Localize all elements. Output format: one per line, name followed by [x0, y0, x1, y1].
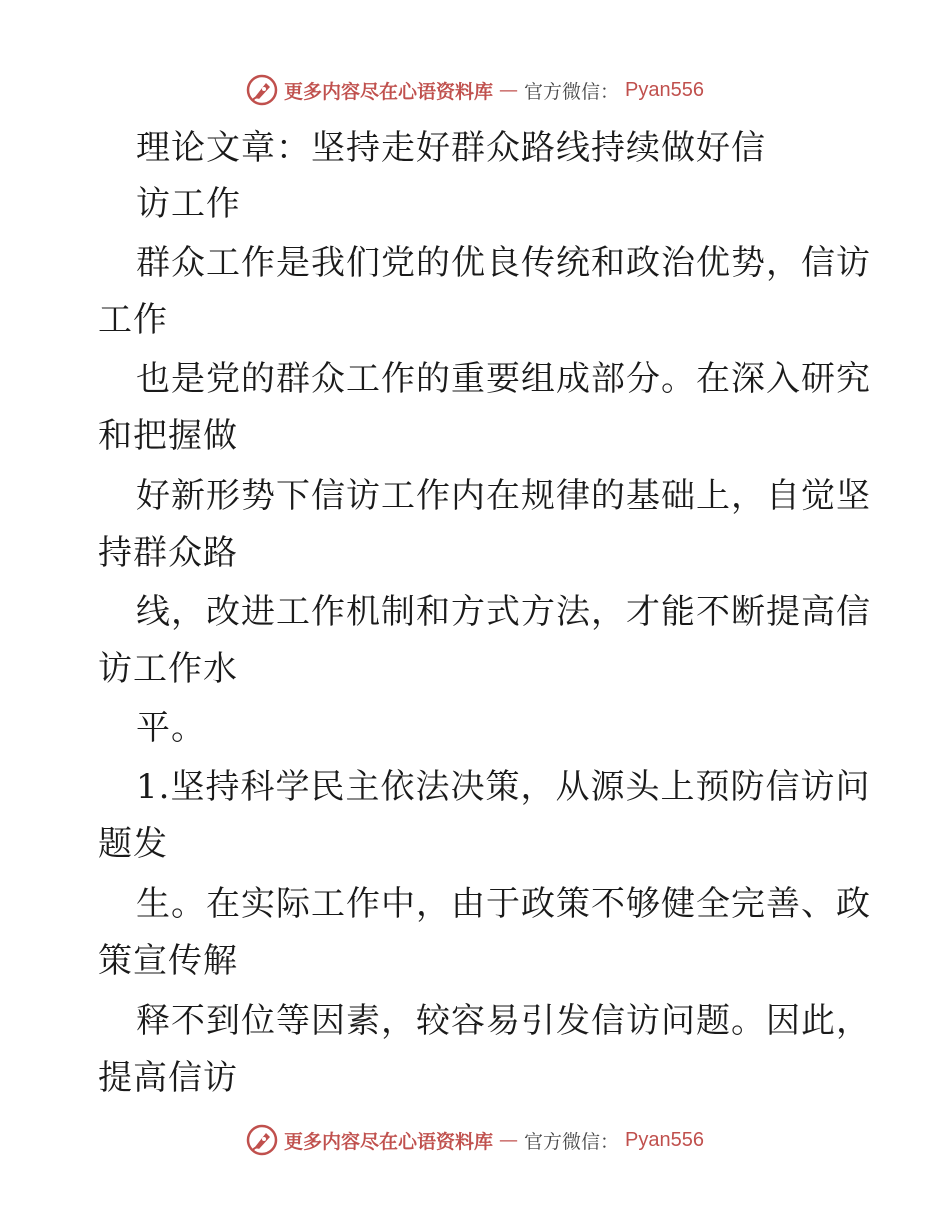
- watermark-separator: —: [499, 1129, 519, 1151]
- header-watermark: [0, 70, 950, 110]
- document-title-line-1: 理论文章：坚持走好群众路线持续做好信: [136, 128, 766, 168]
- text-line: 生。在实际工作中，由于政策不够健全完善、政: [136, 884, 871, 924]
- text-line: 1.坚持科学民主依法决策，从源头上预防信访问: [136, 767, 871, 807]
- text-line: 线，改进工作机制和方式方法，才能不断提高信: [136, 592, 871, 632]
- watermark-text: 更多内容尽在心语资料库: [284, 1130, 494, 1153]
- watermark-separator: —: [499, 79, 519, 101]
- text-line: 释不到位等因素，较容易引发信访问题。因此，: [136, 1001, 871, 1041]
- watermark-id: Pyan556: [625, 1128, 704, 1151]
- text-line: 提高信访: [98, 1058, 238, 1098]
- watermark-id: Pyan556: [625, 78, 704, 101]
- text-line: 工作: [98, 300, 168, 340]
- pen-nib-logo-icon: [246, 1124, 278, 1156]
- text-line: 好新形势下信访工作内在规律的基础上，自觉坚: [136, 476, 871, 516]
- text-line: 群众工作是我们党的优良传统和政治优势，信访: [136, 243, 871, 283]
- watermark-label: 官方微信：: [524, 80, 620, 103]
- text-line: 持群众路: [98, 533, 238, 573]
- text-line: 访工作水: [98, 649, 238, 689]
- text-line: 也是党的群众工作的重要组成部分。在深入研究: [136, 359, 871, 399]
- text-line: 策宣传解: [98, 941, 238, 981]
- watermark-label: 官方微信：: [524, 1130, 620, 1153]
- text-line: 平。: [136, 708, 206, 748]
- footer-watermark: [0, 1120, 950, 1160]
- document-title-line-2: 访工作: [136, 184, 241, 224]
- text-line: 和把握做: [98, 416, 238, 456]
- pen-nib-logo-icon: [246, 74, 278, 106]
- watermark-text: 更多内容尽在心语资料库: [284, 80, 494, 103]
- text-line: 题发: [98, 824, 168, 864]
